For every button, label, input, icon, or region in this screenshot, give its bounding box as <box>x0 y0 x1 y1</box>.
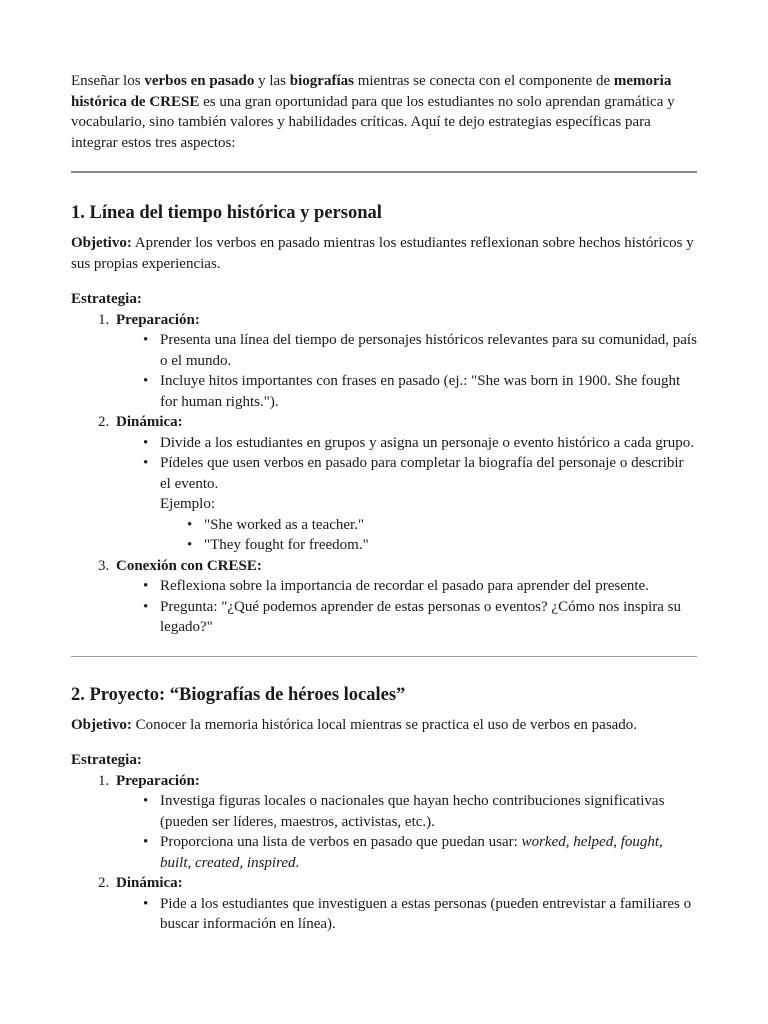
section2-strategy-label: Estrategia: <box>71 752 142 768</box>
example-text: "She worked as a teacher." <box>204 516 365 533</box>
section2-heading: 2. Proyecto: “Biografías de héroes locales” <box>71 684 406 705</box>
step-number: 2. <box>98 414 110 430</box>
bullet-icon: • <box>143 373 149 389</box>
bullet-item <box>143 597 697 638</box>
bullet-text: Incluye hitos importantes con frases en pasado (ej.: "She was born in 1900. She fought for human rights."). <box>160 373 681 410</box>
bullet-list <box>116 576 697 638</box>
intro-bold-memory: memoria histórica de CRESE <box>71 73 672 110</box>
bullet-text: Divide a los estudiantes en grupos y asigna un personaje o evento histórico a cada grupo. <box>160 434 695 451</box>
bullet-item <box>143 576 697 597</box>
section-divider <box>71 656 697 657</box>
bullet-list <box>116 330 697 412</box>
bullet-icon: • <box>143 578 149 594</box>
bullet-text: Pídeles que usen verbos en pasado para completar la biografía del personaje o describir el evento. <box>160 455 684 492</box>
step-label: Dinámica: <box>116 414 183 430</box>
bullet-icon: • <box>143 455 149 471</box>
bullet-icon: • <box>143 598 149 615</box>
step-number: 2. <box>98 875 110 891</box>
bullet-list <box>116 433 697 556</box>
section1-steps <box>71 310 697 638</box>
bullet-text: Presenta una línea del tiempo de personajes históricos relevantes para su comunidad, país o el mundo. <box>160 332 697 369</box>
bullet-text: Proporciona una lista de verbos en pasado que puedan usar: <box>160 834 522 850</box>
bullet-icon: • <box>143 434 149 451</box>
bullet-icon: • <box>143 895 149 912</box>
bullet-item <box>143 894 697 935</box>
bullet-icon: • <box>187 516 193 533</box>
objective-label: Objetivo: <box>71 716 132 733</box>
step-label: Preparación: <box>116 772 200 789</box>
bullet-icon: • <box>143 793 149 809</box>
intro-paragraph <box>71 71 697 153</box>
step-label: Conexión con CRESE: <box>116 557 262 574</box>
bullet-text: Pide a los estudiantes que investiguen a estas personas (pueden entrevistar a familiares o buscar información en línea). <box>160 895 692 932</box>
bullet-icon: • <box>187 537 193 553</box>
step-item <box>98 873 697 935</box>
section1-strategy-label: Estrategia: <box>71 291 142 307</box>
intro-text: y las <box>254 73 290 89</box>
step-number: 1. <box>98 772 110 789</box>
step-label: Dinámica: <box>116 875 183 891</box>
bullet-list <box>116 791 697 873</box>
step-item <box>98 771 697 874</box>
example-label: Ejemplo: <box>160 496 215 512</box>
step-label: Preparación: <box>116 311 200 328</box>
section2-steps <box>71 771 697 935</box>
section1-objective <box>71 233 697 274</box>
step-number: 3. <box>98 557 110 574</box>
verb-list-italic: worked, helped, fought, built, created, inspired <box>160 834 663 871</box>
step-item <box>98 412 697 556</box>
example-list <box>160 515 697 556</box>
intro-text: mientras se conecta con el componente de <box>353 73 614 89</box>
bullet-item <box>143 832 697 873</box>
bullet-item <box>143 433 697 454</box>
example-item <box>187 535 697 556</box>
section-divider <box>71 171 697 173</box>
bullet-text-end: . <box>295 854 300 871</box>
objective-text: Aprender los verbos en pasado mientras los estudiantes reflexionan sobre hechos históricos y sus propias experiencias. <box>71 235 694 272</box>
bullet-item <box>143 330 697 371</box>
intro-text: Enseñar los <box>71 73 145 89</box>
bullet-text: Investiga figuras locales o nacionales que hayan hecho contribuciones significativas (pueden ser líderes, maestros, activistas, etc.). <box>160 793 665 830</box>
section2-objective <box>71 715 697 736</box>
objective-text: Conocer la memoria histórica local mientras se practica el uso de verbos en pasado. <box>131 716 638 733</box>
objective-label: Objetivo: <box>71 235 132 251</box>
intro-bold-biographies: biografías <box>289 73 354 89</box>
bullet-list <box>116 894 697 935</box>
bullet-item <box>143 371 697 412</box>
intro-bold-verbs: verbos en pasado <box>144 73 255 89</box>
bullet-text: Pregunta: "¿Qué podemos aprender de estas personas o eventos? ¿Cómo nos inspira su legado?" <box>160 598 681 635</box>
example-text: "They fought for freedom." <box>204 537 369 553</box>
section1-heading: 1. Línea del tiempo histórica y personal <box>71 203 382 223</box>
bullet-icon: • <box>143 834 149 850</box>
step-item <box>98 310 697 413</box>
bullet-text: Reflexiona sobre la importancia de recordar el pasado para aprender del presente. <box>160 578 649 594</box>
step-item <box>98 556 697 638</box>
bullet-item <box>143 453 697 556</box>
intro-text: es una gran oportunidad para que los estudiantes no solo aprendan gramática y vocabulario, sino también valores y habilidades críticas. Aquí te dejo estrategias específicas para integrar estos tres aspectos: <box>71 93 675 151</box>
step-number: 1. <box>98 311 110 328</box>
bullet-item <box>143 791 697 832</box>
example-item <box>187 515 697 536</box>
bullet-icon: • <box>143 332 149 348</box>
